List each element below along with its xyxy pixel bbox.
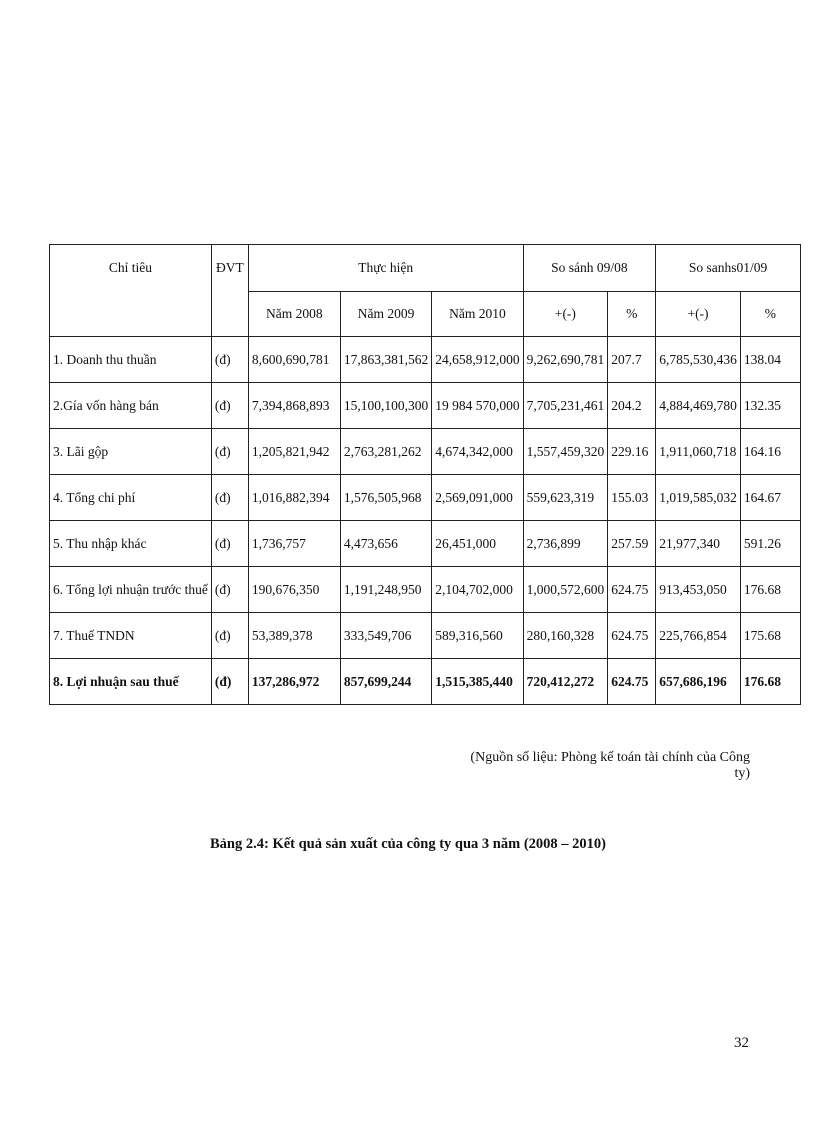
table-row bbox=[50, 337, 801, 383]
cell-pct-a: 257.59 bbox=[608, 521, 656, 567]
cell-diff-a: 720,412,272 bbox=[523, 659, 608, 705]
row-label: 6. Tổng lợi nhuận trước thuế bbox=[50, 567, 212, 613]
cell-diff-b: 1,019,585,032 bbox=[656, 475, 741, 521]
source-note: (Nguồn số liệu: Phòng kế toán tài chính của Công ty) bbox=[470, 750, 750, 781]
results-table bbox=[49, 244, 801, 705]
cell-2009: 1,191,248,950 bbox=[340, 567, 431, 613]
cell-pct-a: 229.16 bbox=[608, 429, 656, 475]
row-unit: (đ) bbox=[211, 429, 248, 475]
table-row bbox=[50, 521, 801, 567]
cell-pct-a: 207.7 bbox=[608, 337, 656, 383]
header-compare-10-09: So sanhs01/09 bbox=[656, 245, 801, 292]
cell-pct-b: 175.68 bbox=[740, 613, 800, 659]
header-performance: Thực hiện bbox=[248, 245, 523, 292]
header-compare-09-08: So sánh 09/08 bbox=[523, 245, 656, 292]
header-year-2010: Năm 2010 bbox=[432, 292, 523, 337]
cell-2010: 26,451,000 bbox=[432, 521, 523, 567]
cell-2008: 1,736,757 bbox=[248, 521, 340, 567]
row-unit: (đ) bbox=[211, 337, 248, 383]
row-unit: (đ) bbox=[211, 613, 248, 659]
row-label: 5. Thu nhập khác bbox=[50, 521, 212, 567]
cell-2008: 53,389,378 bbox=[248, 613, 340, 659]
cell-2008: 8,600,690,781 bbox=[248, 337, 340, 383]
cell-2008: 1,205,821,942 bbox=[248, 429, 340, 475]
cell-2010: 24,658,912,000 bbox=[432, 337, 523, 383]
row-label: 3. Lãi gộp bbox=[50, 429, 212, 475]
cell-2009: 857,699,244 bbox=[340, 659, 431, 705]
header-diff-b: +(-) bbox=[656, 292, 741, 337]
cell-diff-b: 6,785,530,436 bbox=[656, 337, 741, 383]
header-year-2009: Năm 2009 bbox=[340, 292, 431, 337]
row-label: 1. Doanh thu thuần bbox=[50, 337, 212, 383]
cell-2010: 2,569,091,000 bbox=[432, 475, 523, 521]
header-diff-a: +(-) bbox=[523, 292, 608, 337]
table-row bbox=[50, 475, 801, 521]
row-unit: (đ) bbox=[211, 659, 248, 705]
cell-pct-b: 176.68 bbox=[740, 659, 800, 705]
cell-2010: 4,674,342,000 bbox=[432, 429, 523, 475]
table-row bbox=[50, 383, 801, 429]
cell-diff-a: 2,736,899 bbox=[523, 521, 608, 567]
row-unit: (đ) bbox=[211, 567, 248, 613]
header-unit: ĐVT bbox=[211, 245, 248, 337]
cell-2008: 1,016,882,394 bbox=[248, 475, 340, 521]
cell-2009: 2,763,281,262 bbox=[340, 429, 431, 475]
cell-pct-a: 204.2 bbox=[608, 383, 656, 429]
row-unit: (đ) bbox=[211, 521, 248, 567]
cell-2008: 7,394,868,893 bbox=[248, 383, 340, 429]
cell-diff-b: 4,884,469,780 bbox=[656, 383, 741, 429]
cell-diff-b: 21,977,340 bbox=[656, 521, 741, 567]
cell-pct-a: 624.75 bbox=[608, 567, 656, 613]
cell-pct-b: 138.04 bbox=[740, 337, 800, 383]
cell-pct-b: 176.68 bbox=[740, 567, 800, 613]
cell-2009: 333,549,706 bbox=[340, 613, 431, 659]
cell-diff-b: 913,453,050 bbox=[656, 567, 741, 613]
cell-pct-b: 132.35 bbox=[740, 383, 800, 429]
cell-diff-a: 7,705,231,461 bbox=[523, 383, 608, 429]
cell-diff-a: 559,623,319 bbox=[523, 475, 608, 521]
row-unit: (đ) bbox=[211, 383, 248, 429]
cell-2009: 15,100,100,300 bbox=[340, 383, 431, 429]
cell-diff-a: 1,000,572,600 bbox=[523, 567, 608, 613]
cell-pct-b: 591.26 bbox=[740, 521, 800, 567]
cell-pct-b: 164.67 bbox=[740, 475, 800, 521]
row-label: 2.Gía vốn hàng bán bbox=[50, 383, 212, 429]
header-pct-b: % bbox=[740, 292, 800, 337]
table-body bbox=[50, 337, 801, 705]
header-year-2008: Năm 2008 bbox=[248, 292, 340, 337]
cell-2009: 17,863,381,562 bbox=[340, 337, 431, 383]
cell-pct-a: 624.75 bbox=[608, 659, 656, 705]
cell-2010: 2,104,702,000 bbox=[432, 567, 523, 613]
cell-2008: 137,286,972 bbox=[248, 659, 340, 705]
cell-diff-a: 9,262,690,781 bbox=[523, 337, 608, 383]
table-row bbox=[50, 659, 801, 705]
cell-2009: 4,473,656 bbox=[340, 521, 431, 567]
header-pct-a: % bbox=[608, 292, 656, 337]
cell-diff-b: 1,911,060,718 bbox=[656, 429, 741, 475]
row-label: 8. Lợi nhuận sau thuế bbox=[50, 659, 212, 705]
table-row bbox=[50, 567, 801, 613]
header-row-1 bbox=[50, 245, 801, 292]
cell-2010: 1,515,385,440 bbox=[432, 659, 523, 705]
cell-2008: 190,676,350 bbox=[248, 567, 340, 613]
cell-2010: 589,316,560 bbox=[432, 613, 523, 659]
row-label: 7. Thuế TNDN bbox=[50, 613, 212, 659]
cell-diff-b: 225,766,854 bbox=[656, 613, 741, 659]
cell-2009: 1,576,505,968 bbox=[340, 475, 431, 521]
header-indicator: Chỉ tiêu bbox=[50, 245, 212, 337]
cell-pct-a: 155.03 bbox=[608, 475, 656, 521]
cell-diff-a: 280,160,328 bbox=[523, 613, 608, 659]
table-row bbox=[50, 429, 801, 475]
table-row bbox=[50, 613, 801, 659]
row-unit: (đ) bbox=[211, 475, 248, 521]
page-number: 32 bbox=[734, 1035, 749, 1051]
row-label: 4. Tổng chi phí bbox=[50, 475, 212, 521]
cell-2010: 19 984 570,000 bbox=[432, 383, 523, 429]
cell-pct-b: 164.16 bbox=[740, 429, 800, 475]
cell-pct-a: 624.75 bbox=[608, 613, 656, 659]
table-caption: Bảng 2.4: Kết quả sản xuất của công ty qua 3 năm (2008 – 2010) bbox=[210, 836, 606, 852]
cell-diff-b: 657,686,196 bbox=[656, 659, 741, 705]
cell-diff-a: 1,557,459,320 bbox=[523, 429, 608, 475]
